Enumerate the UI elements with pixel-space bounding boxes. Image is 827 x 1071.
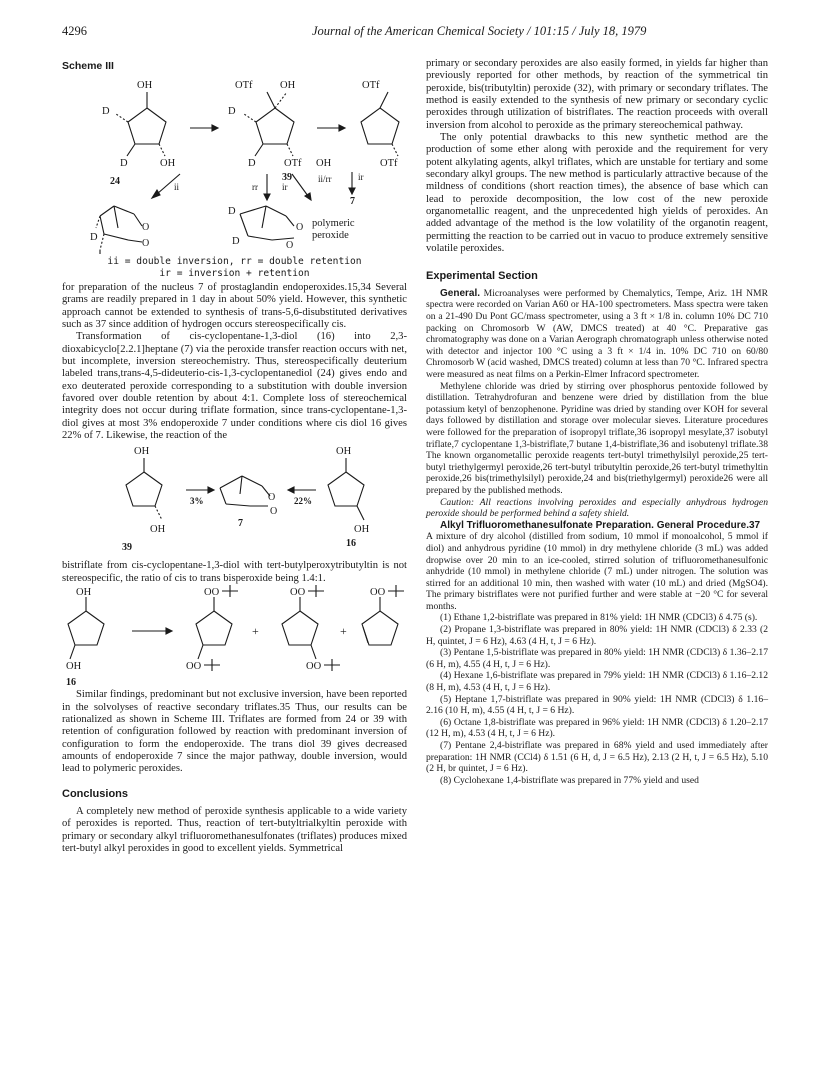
page-number: 4296 [62, 24, 87, 38]
list-item: (3) Pentane 1,5-bistriflate was prepared in 80% yield: 1H NMR (CDCl3) δ 1.36–2.17 (6 H, m), 4.55 (4 H, t, J = 6 Hz). [426, 647, 768, 670]
list-item: (1) Ethane 1,2-bistriflate was prepared in 81% yield: 1H NMR (CDCl3) δ 4.75 (s). [440, 612, 758, 624]
peroxide-label: peroxide [312, 230, 349, 241]
paragraph: for preparation of the nucleus 7 of prostaglandin endoperoxides.15,34 Several grams are readily prepared in 1 day in about 50% yield. However, this synthetic approach cannot be extended to synthesis of trans-5,6-disubstituted derivatives such as 37 since addition of hydrogen occurs stereospecifically cis. [62, 282, 407, 331]
polymeric-label: polymeric [312, 218, 355, 229]
d-label: D [232, 236, 240, 247]
list-item: (8) Cyclohexane 1,4-bistriflate was prepared in 77% yield and used [440, 774, 699, 786]
scheme-iii [62, 58, 407, 282]
procedure-list [426, 612, 768, 786]
compound-16-label: 16 [346, 538, 356, 550]
compound-39-label: 39 [282, 172, 292, 183]
caution-note: Caution: All reactions involving peroxides and especially anhydrous hydrogen peroxide should be performed behind a safety shield. [426, 496, 768, 520]
d-label: D [228, 206, 236, 217]
otf-label: OTf [380, 158, 398, 169]
oh-label: OH [134, 446, 150, 458]
paragraph: The only potential drawbacks to this new synthetic method are the production of some ether along with peroxide and the requirement for very potent alkylating agents, alkyl triflates, which are unstable for tertiary and some secondary alkyl groups. The new method is particularly attractive because of the mildness of conditions (short reaction times), the absence of base which can lead to peroxide decomposition, the low cost of the new peroxide organometallic reagent, and the unprecedented high yields of peroxides. An added advantage of the method is the low volatility of the organotin reagent, permitting the reaction to be carried out in vacuo to produce extremely sensitive volatile peroxides. [426, 132, 768, 255]
otf-label: OTf [235, 80, 253, 91]
paragraph: A completely new method of peroxide synthesis applicable to a wide variety of peroxides is reported. Thus, reaction of tert-butyltrialkyltin peroxide with primary or secondary alkyl trifluoromethanesulfonates (triflates) produces mixed tert-butyl alkyl peroxides in good to excellent yields. Symmetrical [62, 805, 407, 854]
compound-7-label: 7 [238, 518, 243, 530]
reaction-figure-3 [62, 585, 407, 689]
o-label: O [268, 492, 276, 504]
compound-24-label: 24 [110, 176, 120, 187]
cyclopentane-ring-24 [128, 108, 166, 144]
plus-sign: + [340, 624, 347, 639]
otf-label: OTf [284, 158, 302, 169]
endoperoxide-endo [240, 206, 294, 240]
reaction-drawing-3 [62, 585, 407, 689]
compound-16-label: 16 [66, 677, 76, 689]
peroxy-label: OO [290, 587, 306, 599]
d-label: D [120, 158, 128, 169]
iirr-label: ii/rr [318, 174, 332, 184]
subsection-heading [426, 520, 768, 532]
general-label: General. [440, 287, 481, 299]
endoperoxide-exo [96, 206, 142, 250]
conclusions-heading: Conclusions [62, 787, 129, 800]
scheme-caption [62, 256, 407, 279]
peroxy-label: OO [306, 661, 322, 673]
scheme-caption-line1: ii = double inversion, rr = double retention [107, 256, 362, 267]
tert-butyl-icon [204, 659, 220, 671]
o-label: O [286, 240, 294, 251]
paragraph: Similar findings, predominant but not exclusive inversion, have been reported in the solvolyses of reactive secondary triflates.35 Thus, our results can be rationalized as shown in Scheme III. Triflates are formed from 24 or 39 with retention of configuration followed by reaction with predominant inversion of configuration to form the endoperoxide. The trans diol 39 gives decreased amounts of endoperoxide 7 since the major pathway, double inversion, would lead to polymeric peroxides. [62, 689, 407, 775]
scheme-label: Scheme III [62, 60, 114, 72]
scheme-drawing [62, 66, 407, 256]
right-column [426, 58, 768, 786]
yield-22-label: 22% [294, 496, 312, 507]
cyclopentane-ring-bistriflate [361, 108, 399, 144]
scheme-caption-line2: ir = inversion + retention [159, 267, 310, 279]
page-header [62, 24, 765, 44]
ii-label: ii [174, 182, 180, 192]
general-text: Microanalyses were performed by Chemalytics, Tempe, Ariz. 1H NMR spectra were recorded on Varian A60 or HA-100 spectrometers. Mass spectra were taken on a 21-490 Du Pont GC/mass spectrometer, using a 3 ft × 1/8 in. column 10% DC 710 packing on Chromosorb W (AW, DMCS treated) at 40 °C. Preparative gas chromatography was done on a Varian Aerograph chromatograph unless otherwise noted with detector and injector 100 °C using a 3 ft × 1/4 in. 10% DC 710 on 60/80 Chromosorb W (acid washed, DMCS treated) column at less than 70 °C. Infrared spectra were measured as neat films on a Perkin-Elmer Infracord spectrometer. [426, 287, 768, 380]
o-label: O [142, 238, 150, 249]
list-item: (4) Hexane 1,6-bistriflate was prepared in 79% yield: 1H NMR (CDCl3) δ 1.16–2.12 (8 H, m), 4.53 (4 H, t, J = 6 Hz). [426, 670, 768, 694]
tert-butyl-icon [388, 585, 404, 597]
experimental-heading: Experimental Section [426, 269, 538, 282]
peroxy-label: OO [186, 661, 202, 673]
oh-label: OH [280, 80, 296, 91]
paragraph: primary or secondary peroxides are also easily formed, in yields far higher than previously reported for other methods, by reaction of the symmetrical tin peroxide, bis(tributyltin) peroxide (32), with primary or secondary triflates. The method is easily extended to the synthesis of new primary or secondary cyclic peroxides through utilization of bistriflates. The reaction proceeds with overall inversion from alcohol to peroxide as the primary stereochemical pathway. [426, 58, 768, 131]
d-label: D [228, 106, 236, 117]
tert-butyl-icon [308, 585, 324, 597]
tert-butyl-icon [324, 659, 340, 671]
o-label: O [296, 222, 304, 233]
list-item: (7) Pentane 2,4-bistriflate was prepared in 68% yield and used immediately after preparation: 1H NMR (CCl4) δ 1.51 (6 H, d, J = 6.5 Hz), 2.13 (2 H, t, J = 6.5 Hz), 5.10 (2 H, br quintet, J = 6 Hz). [426, 740, 768, 775]
oh-label: OH [66, 661, 82, 673]
list-item: (2) Propane 1,3-bistriflate was prepared in 80% yield: 1H NMR (CDCl3) δ 2.33 (2 H, quintet, J = 6 Hz), 4.63 (4 H, t, J = 6 Hz). [426, 624, 768, 647]
oh-label: OH [316, 158, 332, 169]
list-item: (5) Heptane 1,7-bistriflate was prepared in 90% yield: 1H NMR (CDCl3) δ 1.16–2.16 (10 H, m), 4.55 (4 H, t, J = 6 Hz). [426, 693, 768, 717]
ir-label: ir [358, 172, 364, 182]
peroxy-label: OO [370, 587, 386, 599]
paragraph: Methylene chloride was dried by stirring over phosphorus pentoxide followed by distillation. Tetrahydrofuran and benzene were dried by distillation from the blue potassium ketyl of benzophenone. Pyridine was dried by standing over KOH for several days followed by distillation and storage over molecular sieves. Literature procedures were followed for the preparation of isopropyl triflate,36 isopropyl mesylate,37 isobutyl triflate,7 cyclopentane 1,3-bistriflate,7 butane 1,4-bistriflate,36 and isobutenyl triflate.38 The known organometallic peroxide reagents tert-butyl trimethylsilyl peroxide,25 tert-butyl triethylgermyl peroxide,26 tert-butyl tributyltin peroxide,26 tert-butyl trimethyltin peroxide,26 bis(trimethylsilyl) peroxide,24 and bis(triethylgermyl) peroxide26 were all prepared by the published methods. [426, 380, 768, 496]
o-label: O [270, 506, 278, 518]
o-label: O [142, 222, 150, 233]
alkyl-heading: Alkyl Trifluoromethanesulfonate Preparation. General Procedure.37 [440, 519, 761, 531]
reaction-drawing-2 [62, 442, 407, 560]
cyclopentane-ring-triflate [256, 108, 294, 144]
paragraph: bistriflate from cis-cyclopentane-1,3-diol with tert-butylperoxytributyltin is not stereospecific, the ratio of cis to trans bisperoxide being 1.4:1. [62, 560, 407, 584]
reaction-figure-2 [62, 442, 407, 560]
oh-label: OH [354, 524, 370, 536]
left-column [62, 58, 407, 855]
plus-sign: + [252, 624, 259, 639]
oh-label: OH [150, 524, 166, 536]
d-label: D [102, 106, 110, 117]
oh-label: OH [336, 446, 352, 458]
rr-label: rr [252, 182, 258, 192]
paragraph: Transformation of cis-cyclopentane-1,3-diol (16) into 2,3-dioxabicyclo[2.2.1]heptane (7) via the peroxide transfer reaction occurs with net, but incomplete, inversion stereochemistry. Thus, stereospecifically deuterium labeled trans,trans-4,5-dideuterio-cis-1,3-cyclopentanediol (24) gives endo and exo deuterated peroxide corresponding to a substitution with double inversion favored over double retention by about 4:1. Complete loss of stereochemical integrity does not occur during triflate formation, since trans-cyclopentane-1,3-diol gives at most 3% endoperoxide 7 under conditions where cis diol 16 gives 22% of 7. Likewise, the reaction of the [62, 331, 407, 442]
d-label: D [248, 158, 256, 169]
d-label: D [90, 232, 98, 243]
compound-39-label: 39 [122, 542, 132, 554]
yield-3-label: 3% [190, 496, 204, 507]
compound-7-label: 7 [350, 196, 355, 207]
oh-label: OH [76, 587, 92, 599]
paragraph-general [426, 288, 768, 381]
peroxy-label: OO [204, 587, 220, 599]
list-item: (6) Octane 1,8-bistriflate was prepared in 96% yield: 1H NMR (CDCl3) δ 1.20–2.17 (12 H, m), 4.53 (4 H, t, J = 6 Hz). [426, 716, 768, 740]
ir-label: ir [282, 182, 288, 192]
tert-butyl-icon [222, 585, 238, 597]
otf-label: OTf [362, 80, 380, 91]
oh-label: OH [137, 80, 153, 91]
paragraph: A mixture of dry alcohol (distilled from sodium, 10 mmol if monoalcohol, 5 mmol if diol) and anhydrous pyridine (10 mmol) in dry methylene chloride (3 mL) was added dropwise over 20 min to an ice-cooled, stirred solution of trifluoromethanesulfonic anhydride (10 mmol) in methylene chloride (7 mL) under nitrogen. The solution was stirred for an additional 10 min, then washed with water (10 mL) and dried (MgSO4). The primary bistriflates were not purified further and were stable at −20 °C for several months. [426, 531, 768, 612]
oh-label: OH [160, 158, 176, 169]
journal-citation: Journal of the American Chemical Society / 101:15 / July 18, 1979 [312, 24, 647, 38]
